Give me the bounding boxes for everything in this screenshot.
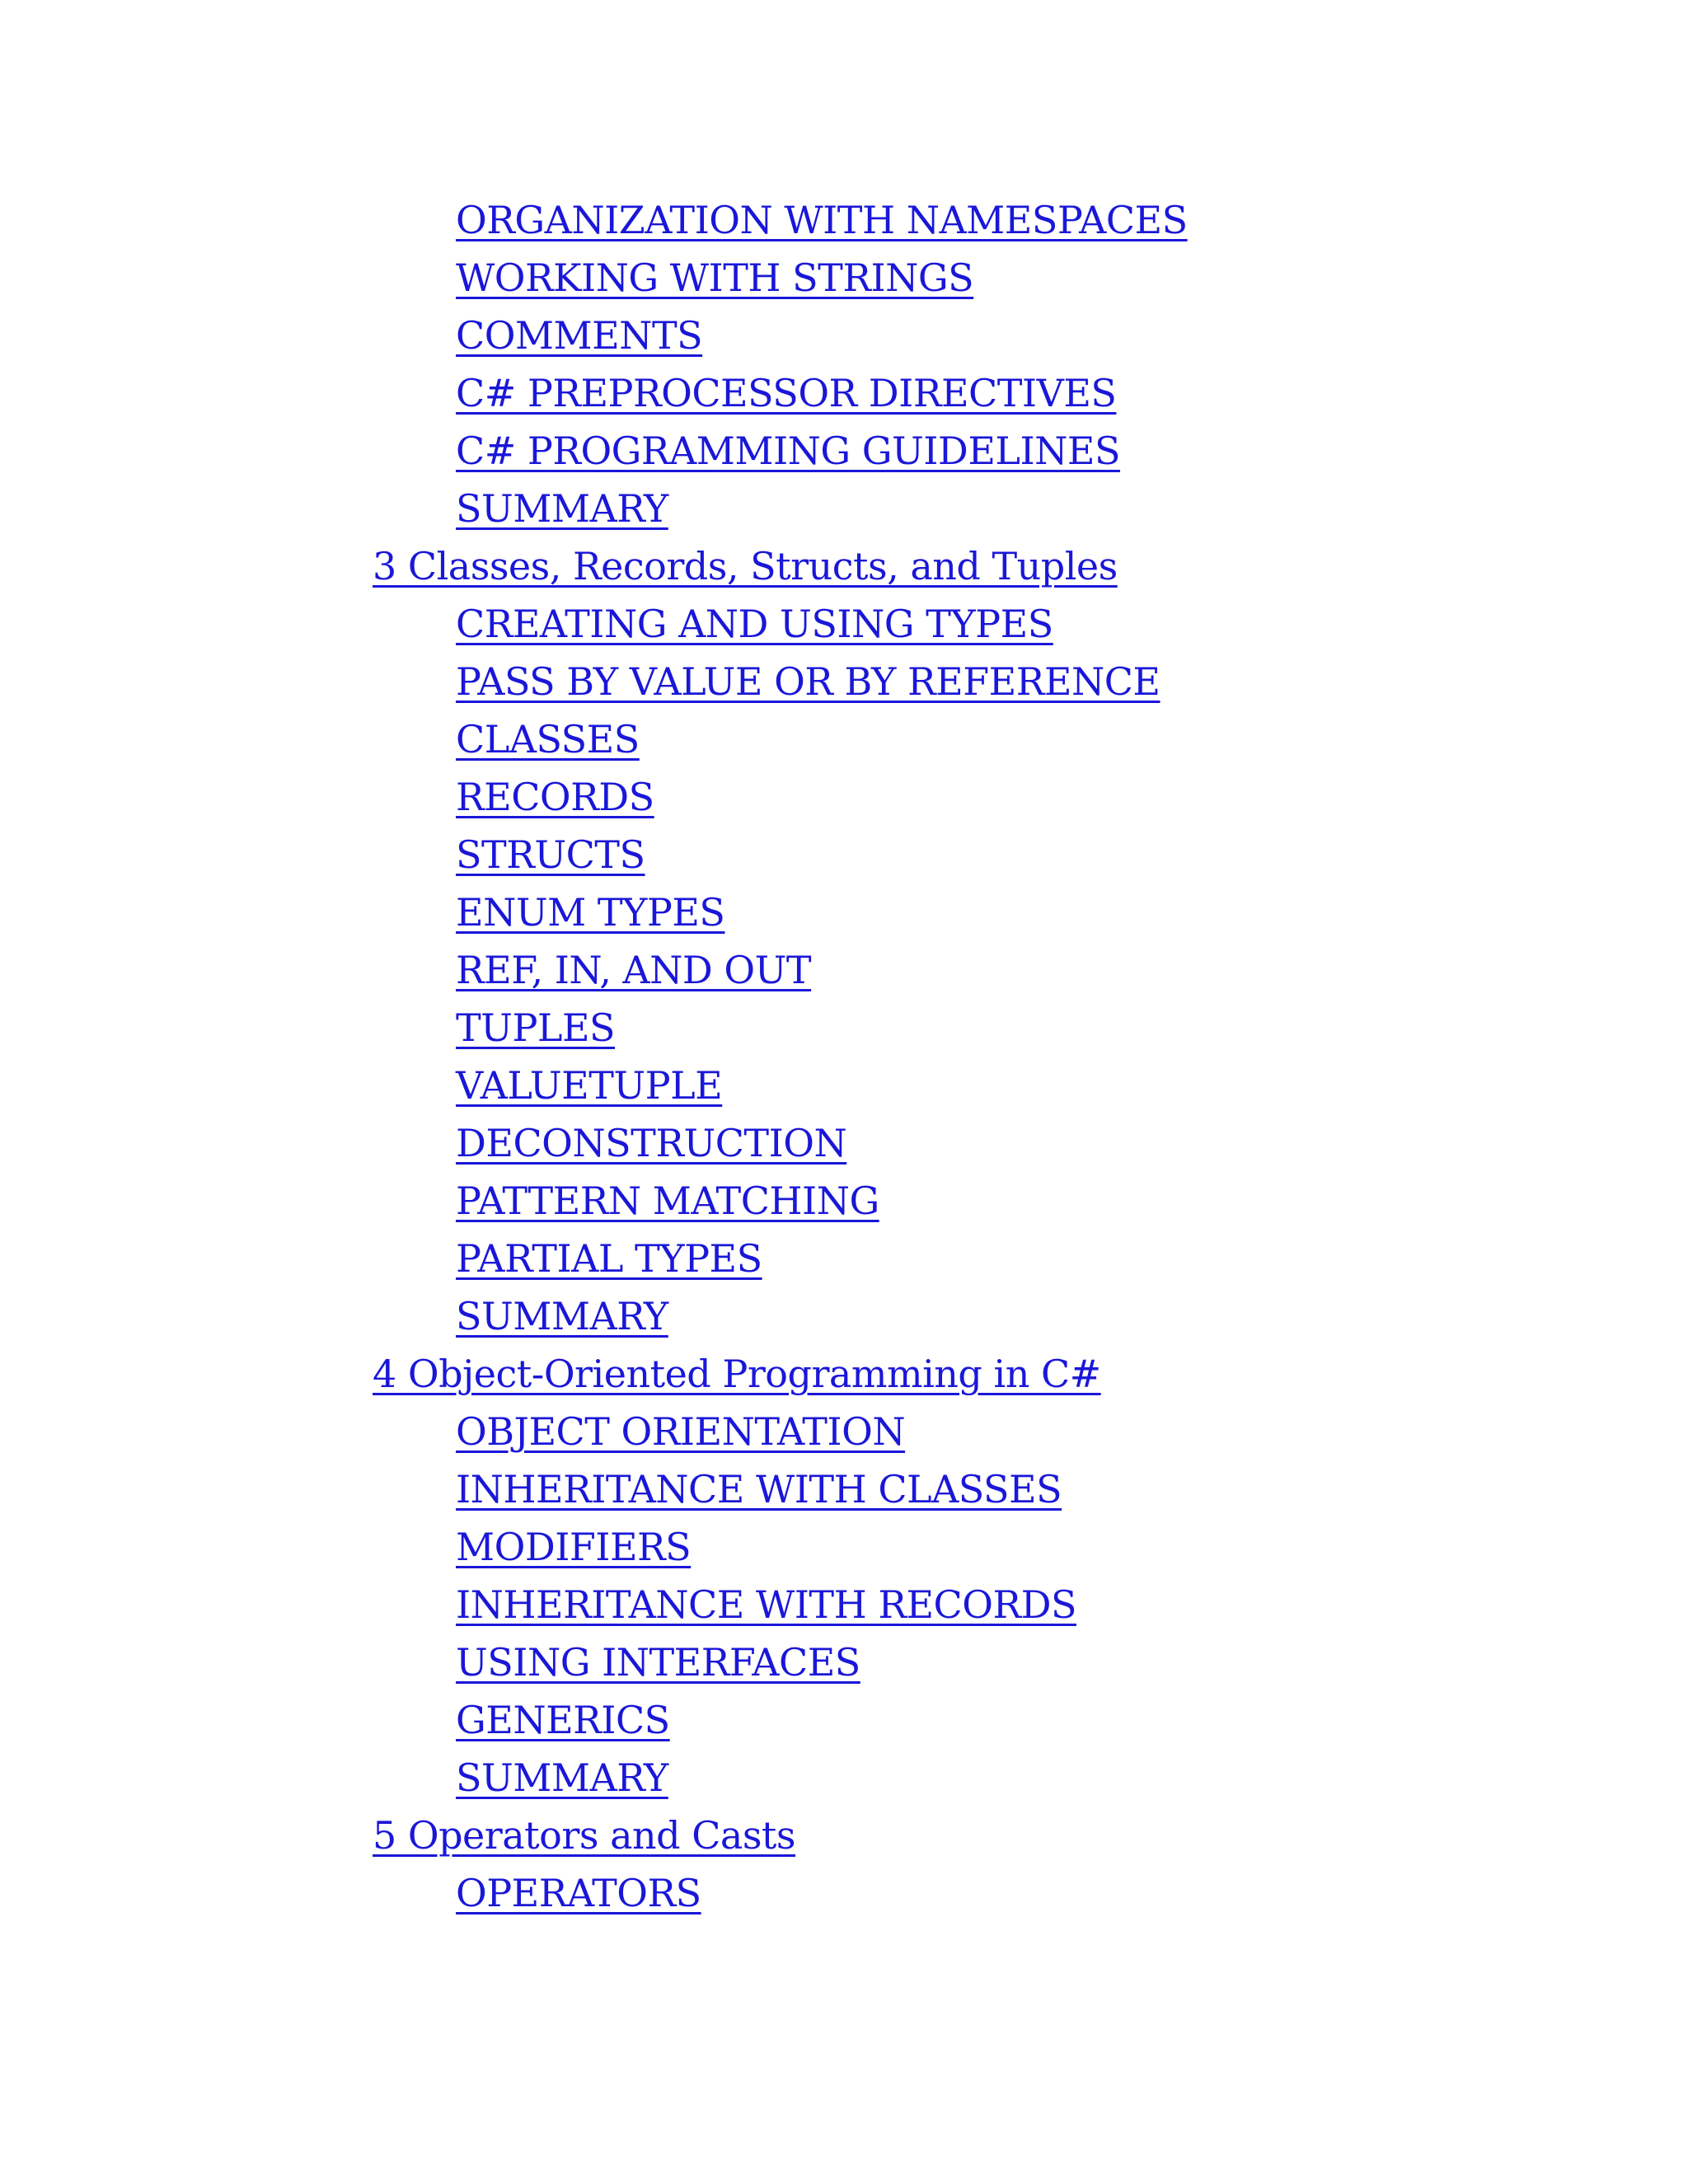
toc-link[interactable]: PASS BY VALUE OR BY REFERENCE	[456, 659, 1160, 704]
toc-entry	[373, 1864, 1526, 1922]
toc-link[interactable]: C# PROGRAMMING GUIDELINES	[456, 429, 1120, 473]
toc-entry	[373, 1403, 1526, 1460]
toc-entry	[373, 364, 1526, 422]
toc-entry	[373, 1172, 1526, 1230]
toc-link[interactable]: TUPLES	[456, 1005, 616, 1050]
toc-entry	[373, 653, 1526, 710]
chapter-link[interactable]: 5 Operators and Casts	[373, 1813, 796, 1858]
toc-link[interactable]: C# PREPROCESSOR DIRECTIVES	[456, 371, 1117, 415]
toc-entry	[373, 1518, 1526, 1576]
toc-entry	[373, 1460, 1526, 1518]
toc-link[interactable]: DECONSTRUCTION	[456, 1121, 847, 1165]
toc-entry	[373, 1576, 1526, 1633]
chapter-link[interactable]: 3 Classes, Records, Structs, and Tuples	[373, 544, 1118, 588]
toc-entry	[373, 1749, 1526, 1807]
toc-link[interactable]: USING INTERFACES	[456, 1640, 860, 1685]
toc-entry	[373, 191, 1526, 249]
chapter-link[interactable]: 4 Object-Oriented Programming in C#	[373, 1352, 1101, 1396]
toc-link[interactable]: WORKING WITH STRINGS	[456, 255, 974, 300]
toc-chapter	[373, 1807, 1526, 1864]
toc-entry	[373, 1114, 1526, 1172]
toc-entry	[373, 1287, 1526, 1345]
toc-link[interactable]: OPERATORS	[456, 1871, 701, 1915]
table-of-contents	[373, 191, 1526, 1922]
toc-link[interactable]: REF, IN, AND OUT	[456, 948, 812, 992]
toc-entry	[373, 1057, 1526, 1114]
toc-link[interactable]: CREATING AND USING TYPES	[456, 602, 1053, 646]
toc-entry	[373, 595, 1526, 653]
toc-chapter	[373, 1345, 1526, 1403]
toc-link[interactable]: INHERITANCE WITH RECORDS	[456, 1582, 1076, 1627]
toc-link[interactable]: COMMENTS	[456, 313, 703, 358]
toc-entry	[373, 826, 1526, 883]
toc-link[interactable]: SUMMARY	[456, 1294, 668, 1338]
toc-link[interactable]: STRUCTS	[456, 832, 645, 877]
toc-entry	[373, 1230, 1526, 1287]
toc-entry	[373, 941, 1526, 999]
toc-link[interactable]: ORGANIZATION WITH NAMESPACES	[456, 198, 1188, 242]
toc-link[interactable]: INHERITANCE WITH CLASSES	[456, 1467, 1062, 1511]
toc-link[interactable]: RECORDS	[456, 775, 654, 819]
toc-entry	[373, 307, 1526, 364]
toc-entry	[373, 249, 1526, 307]
toc-entry	[373, 999, 1526, 1057]
toc-entry	[373, 480, 1526, 537]
toc-link[interactable]: OBJECT ORIENTATION	[456, 1409, 906, 1454]
toc-link[interactable]: ENUM TYPES	[456, 890, 725, 935]
toc-link[interactable]: MODIFIERS	[456, 1525, 692, 1569]
toc-link[interactable]: SUMMARY	[456, 486, 668, 531]
toc-chapter	[373, 537, 1526, 595]
toc-entry	[373, 422, 1526, 480]
toc-link[interactable]: SUMMARY	[456, 1755, 668, 1800]
toc-link[interactable]: CLASSES	[456, 717, 640, 762]
toc-entry	[373, 768, 1526, 826]
toc-link[interactable]: PATTERN MATCHING	[456, 1179, 879, 1223]
toc-entry	[373, 1691, 1526, 1749]
toc-entry	[373, 1633, 1526, 1691]
toc-link[interactable]: GENERICS	[456, 1698, 670, 1742]
toc-entry	[373, 883, 1526, 941]
toc-link[interactable]: VALUETUPLE	[456, 1063, 723, 1108]
toc-link[interactable]: PARTIAL TYPES	[456, 1236, 762, 1281]
toc-entry	[373, 710, 1526, 768]
